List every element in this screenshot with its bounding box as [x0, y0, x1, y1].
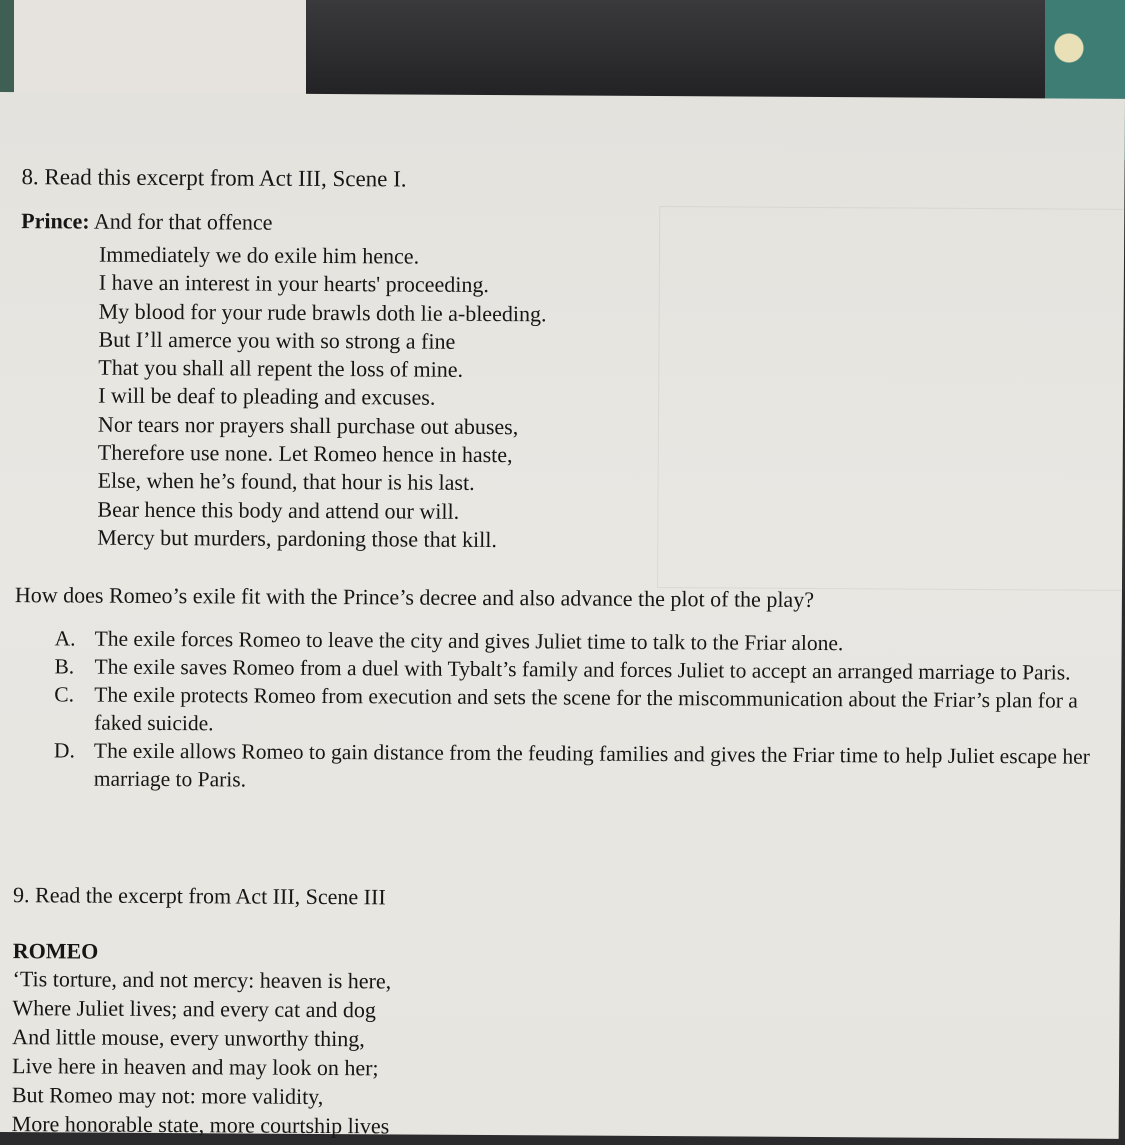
- option-letter: C.: [54, 682, 75, 707]
- option-letter: D.: [53, 738, 75, 763]
- bleed-through-table: [657, 206, 1125, 591]
- first-line: And for that offence: [93, 208, 273, 235]
- option-text: The exile forces Romeo to leave the city and gives Juliet time to talk to the Friar alone.: [94, 626, 844, 656]
- speech-line: That you shall all repent the loss of mine.: [98, 354, 464, 383]
- speech-line: More honorable state, more courtship lives: [11, 1111, 390, 1139]
- speech-line: Else, when he’s found, that hour is his last.: [97, 467, 475, 496]
- speech-line: But I’ll amerce you with so strong a fine: [98, 326, 456, 354]
- speech-line: And little mouse, every unworthy thing,: [12, 1024, 365, 1052]
- question-8-prompt: How does Romeo’s exile fit with the Prince’s decree and also advance the plot of the play?: [14, 582, 815, 612]
- option-text: The exile allows Romeo to gain distance from the feuding families and gives the Friar time to help Juliet escape her marriage to Paris.: [93, 738, 1090, 792]
- option-letter: A.: [54, 626, 76, 651]
- question-9-heading: 9. Read the excerpt from Act III, Scene III: [13, 882, 386, 910]
- speech-line: Nor tears nor prayers shall purchase out abuses,: [97, 411, 519, 439]
- prince-speech-lines: [97, 241, 547, 555]
- answer-option[interactable]: [54, 680, 1104, 742]
- speaker-label: Prince:: [21, 208, 90, 234]
- speech-line: I have an interest in your hearts' proceeding.: [98, 269, 489, 298]
- option-text: The exile protects Romeo from execution and sets the scene for the miscommunication about the Friar’s plan for a faked suicide.: [94, 682, 1078, 736]
- option-letter: B.: [54, 654, 75, 679]
- speech-line: Therefore use none. Let Romeo hence in haste,: [97, 439, 513, 468]
- romeo-speech-lines: [12, 964, 392, 1140]
- speech-line: But Romeo may not: more validity,: [11, 1082, 324, 1109]
- speech-line: I will be deaf to pleading and excuses.: [98, 383, 436, 411]
- answer-option[interactable]: [54, 736, 1104, 798]
- speech-line: Mercy but murders, pardoning those that kill.: [97, 524, 497, 553]
- speech-line: Live here in heaven and may look on her;: [11, 1053, 379, 1081]
- answer-options: [54, 624, 1105, 798]
- speech-line: Bear hence this body and attend our will.: [97, 496, 460, 524]
- question-8-heading: 8. Read this excerpt from Act III, Scene I.: [21, 164, 407, 192]
- prince-speech-intro: [21, 208, 272, 236]
- option-text: The exile saves Romeo from a duel with Tybalt’s family and forces Juliet to accept an arranged marriage to Paris.: [94, 654, 1071, 685]
- worksheet-page: [0, 92, 1125, 1139]
- speech-line: Where Juliet lives; and every cat and dog: [12, 995, 376, 1023]
- speech-line: Immediately we do exile him hence.: [98, 241, 420, 269]
- speech-line: ‘Tis torture, and not mercy: heaven is here,: [12, 966, 392, 994]
- speech-line: My blood for your rude brawls doth lie a-bleeding.: [98, 298, 547, 326]
- romeo-speaker-label: ROMEO: [12, 938, 99, 964]
